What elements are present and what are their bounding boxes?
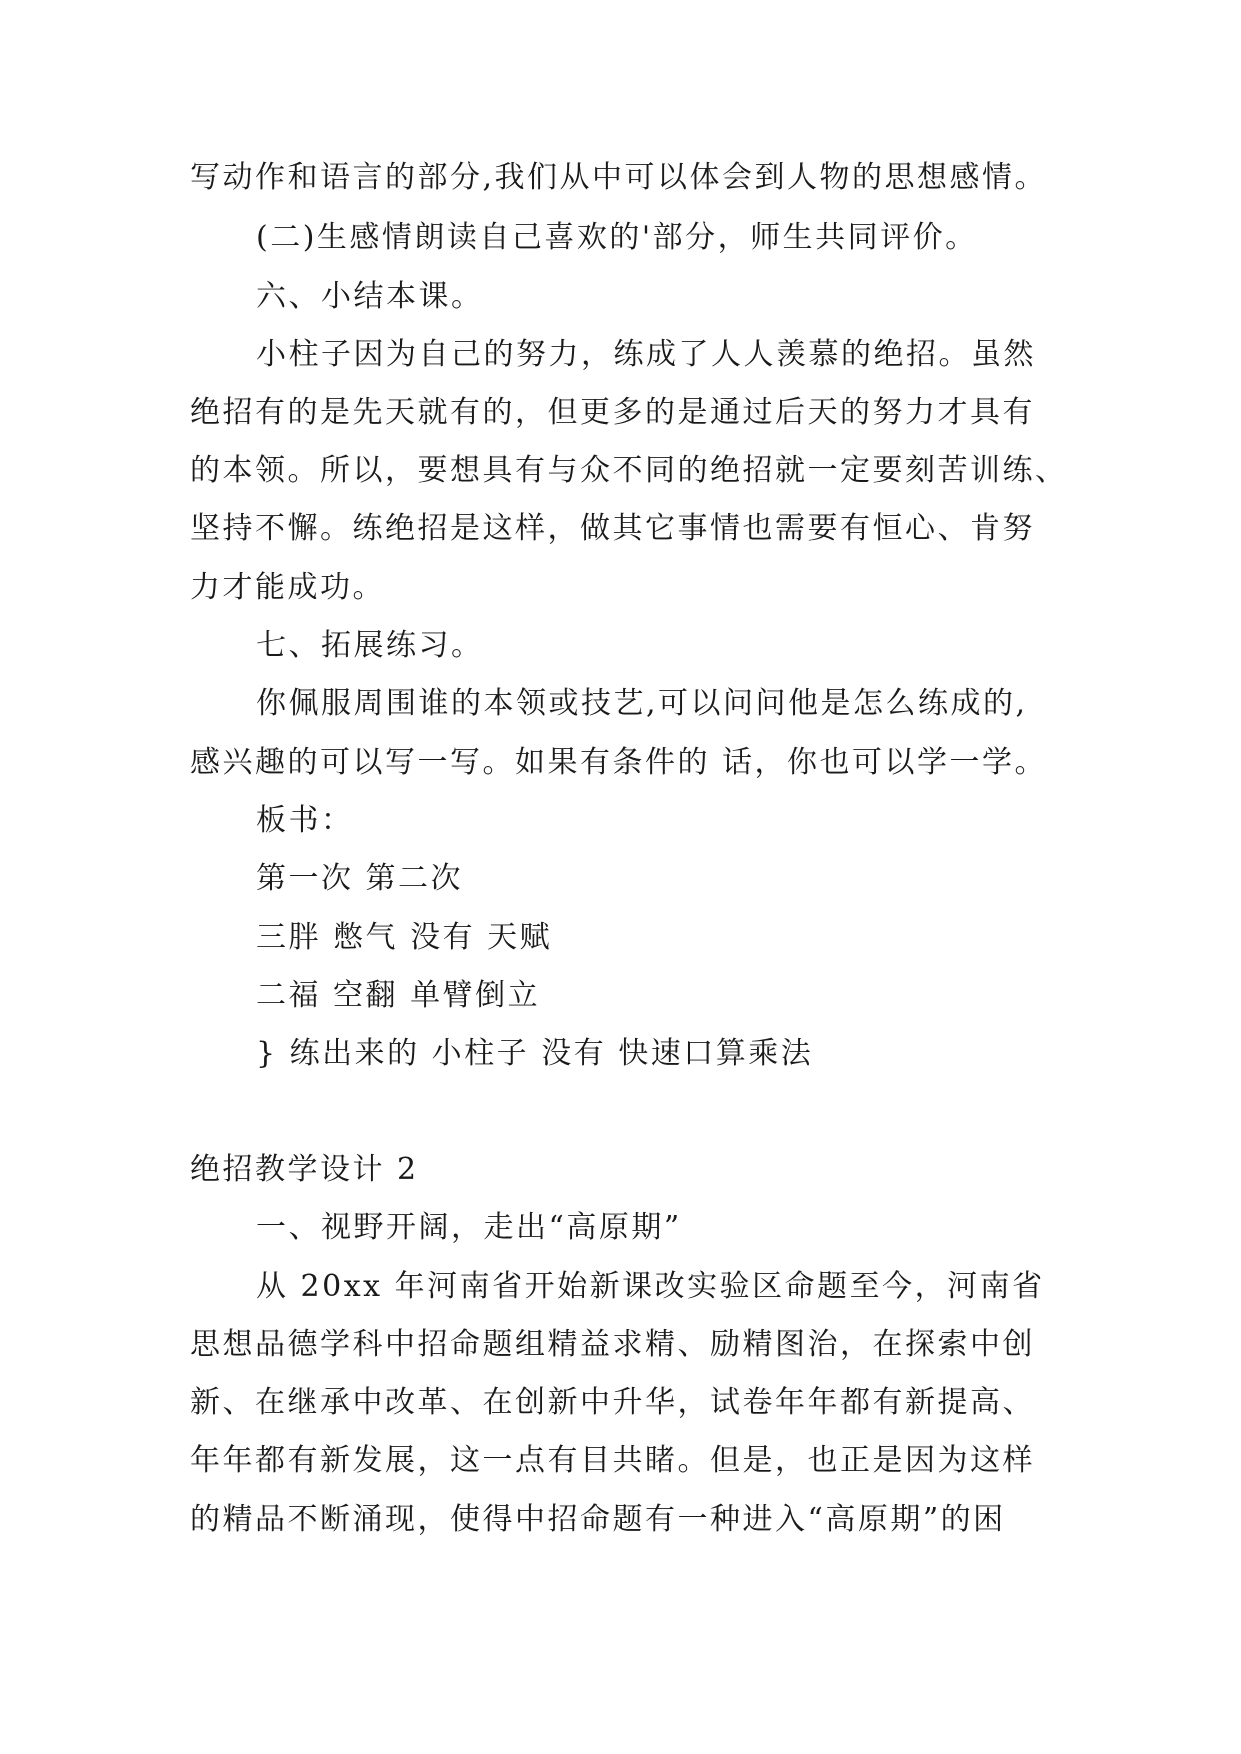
section-heading: 一、视野开阔，走出“高原期” [256, 1210, 682, 1245]
blackboard-line: 二福 空翻 单臂倒立 [256, 978, 541, 1013]
blackboard-line: } 练出来的 小柱子 没有 快速口算乘法 [256, 1036, 814, 1071]
paragraph-line: (二)生感情朗读自己喜欢的'部分，师生共同评价。 [256, 220, 978, 255]
paragraph-line: 年年都有新发展，这一点有目共睹。但是，也正是因为这样 [190, 1443, 1035, 1478]
paragraph-line: 的本领。所以，要想具有与众不同的绝招就一定要刻苦训练、 [190, 453, 1068, 488]
paragraph-line: 坚持不懈。练绝招是这样，做其它事情也需要有恒心、肯努 [190, 511, 1035, 546]
paragraph-line: 感兴趣的可以写一写。如果有条件的 话，你也可以学一学。 [190, 745, 1048, 780]
paragraph-line: 绝招有的是先天就有的，但更多的是通过后天的努力才具有 [190, 395, 1035, 430]
blackboard-label: 板书： [256, 803, 354, 838]
section-heading: 六、小结本课。 [256, 279, 484, 314]
section-title: 绝招教学设计 2 [190, 1152, 419, 1187]
paragraph-line: 新、在继承中改革、在创新中升华，试卷年年都有新提高、 [190, 1385, 1035, 1420]
paragraph-line: 小柱子因为自己的努力，练成了人人羡慕的绝招。虽然 [256, 337, 1036, 372]
section-heading: 七、拓展练习。 [256, 628, 484, 663]
paragraph-line: 从 20xx 年河南省开始新课改实验区命题至今，河南省 [256, 1269, 1045, 1304]
paragraph-line: 你佩服周围谁的本领或技艺,可以问问他是怎么练成的, [256, 686, 1028, 721]
paragraph-line: 写动作和语言的部分,我们从中可以体会到人物的思想感情。 [190, 160, 1048, 195]
paragraph-line: 力才能成功。 [190, 570, 385, 605]
blackboard-line: 三胖 憋气 没有 天赋 [256, 920, 553, 955]
paragraph-line: 思想品德学科中招命题组精益求精、励精图治，在探索中创 [190, 1327, 1035, 1362]
paragraph-line: 的精品不断涌现，使得中招命题有一种进入“高原期”的困 [190, 1502, 1006, 1537]
blackboard-line: 第一次 第二次 [256, 861, 464, 896]
